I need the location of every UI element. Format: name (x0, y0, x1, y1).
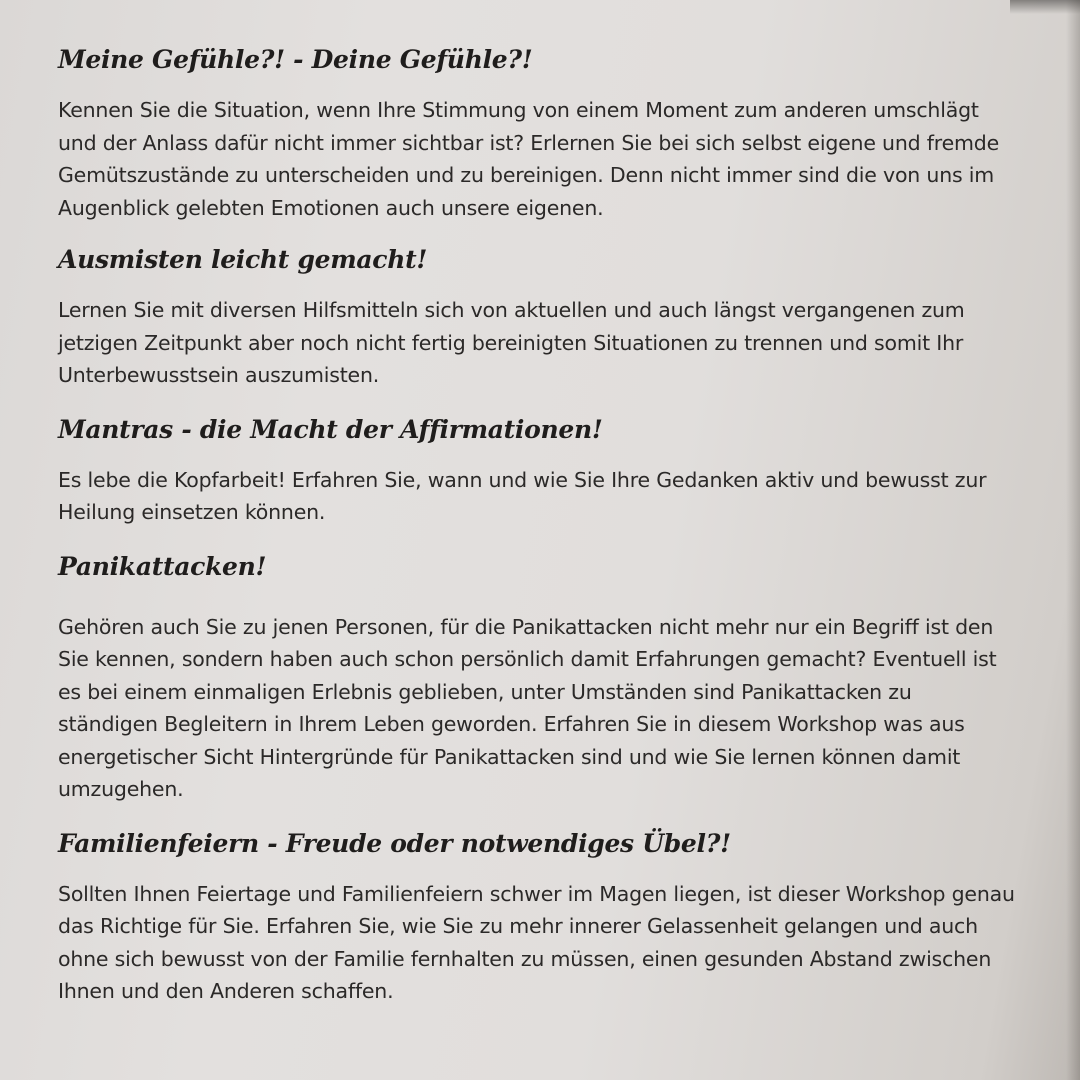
section-ausmisten (58, 240, 1016, 392)
section-panikattacken (58, 547, 1016, 806)
page-content (58, 40, 1016, 1008)
section-familienfeiern (58, 824, 1016, 1008)
section-body: Kennen Sie die Situation, wenn Ihre Stimmung von einem Moment zum anderen umschlägt und der Anlass dafür nicht immer sichtbar ist? Erlernen Sie bei sich selbst eigene und fremde Gemütszustände zu unterscheiden und zu bereinigen. Denn nicht immer sind die von uns im Augenblick gelebten Emotionen auch unsere eigenen. (58, 98, 999, 220)
section-heading: Mantras - die Macht der Affirmationen! (58, 414, 603, 444)
section-heading: Ausmisten leicht gemacht! (58, 245, 428, 274)
section-heading: Familienfeiern - Freude oder notwendiges Übel?! (58, 828, 731, 858)
page-edge-shadow (1066, 0, 1080, 1080)
section-body: Gehören auch Sie zu jenen Personen, für die Panikattacken nicht mehr nur ein Begriff ist den Sie kennen, sondern haben auch schon persönlich damit Erfahrungen gemacht? Eventuell ist es bei einem einmaligen Erlebnis geblieben, unter Umständen sind Panikattacken zu ständigen Begleitern in Ihrem Leben geworden. Erfahren Sie in diesem Workshop was aus energetischer Sicht Hintergründe für Panikattacken sind und wie Sie lernen können damit umzugehen. (58, 614, 997, 801)
section-gefuehle (58, 40, 1016, 224)
section-body: Lernen Sie mit diversen Hilfsmitteln sich von aktuellen und auch längst vergangenen zum jetzigen Zeitpunkt aber noch nicht fertig bereinigten Situationen zu trennen und somit Ihr Unterbewusstsein auszumisten. (58, 298, 965, 387)
section-mantras (58, 410, 1016, 529)
section-body: Es lebe die Kopfarbeit! Erfahren Sie, wann und wie Sie Ihre Gedanken aktiv und bewusst zur Heilung einsetzen können. (58, 467, 987, 524)
section-heading: Meine Gefühle?! - Deine Gefühle?! (58, 45, 533, 74)
section-heading: Panikattacken! (58, 551, 267, 581)
section-body: Sollten Ihnen Feiertage und Familienfeiern schwer im Magen liegen, ist dieser Workshop genau das Richtige für Sie. Erfahren Sie, wie Sie zu mehr innerer Gelassenheit gelangen und auch ohne sich bewusst von der Familie fernhalten zu müssen, einen gesunden Abstand zwischen Ihnen und den Anderen schaffen. (58, 881, 1015, 1003)
